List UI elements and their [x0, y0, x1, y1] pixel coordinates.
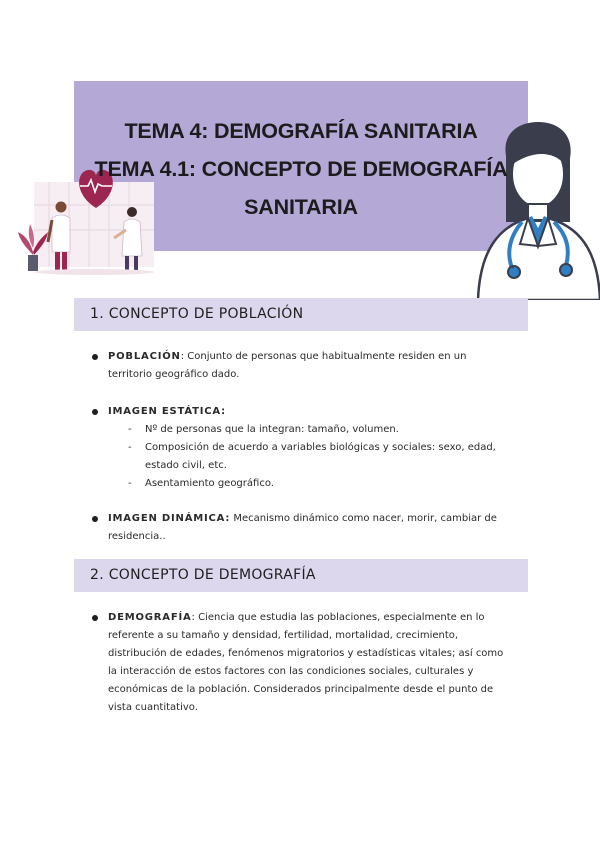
- bullet-dot: [92, 354, 98, 360]
- poblacion-term: POBLACIÓN: [108, 351, 181, 362]
- demografia-definition: [108, 609, 513, 717]
- demografia-term: DEMOGRAFÍA: [108, 612, 192, 623]
- imagen-dinamica-text: Mecanismo dinámico como nacer, morir, cambiar de residencia..: [108, 513, 497, 542]
- imagen-dinamica-term: IMAGEN DINÁMICA:: [108, 513, 231, 524]
- section-1-heading: 1. CONCEPTO DE POBLACIÓN: [90, 306, 304, 322]
- dash-marker: -: [128, 424, 132, 435]
- poblacion-definition: [108, 348, 513, 384]
- dash-marker: -: [128, 478, 132, 489]
- title-line-3: SANITARIA: [244, 195, 358, 219]
- title-line-2: TEMA 4.1: CONCEPTO DE DEMOGRAFÍA: [94, 157, 508, 181]
- dash-marker: -: [128, 442, 132, 453]
- title-line-1: TEMA 4: DEMOGRAFÍA SANITARIA: [124, 119, 478, 143]
- bullet-dot: [92, 516, 98, 522]
- demografia-text: : Ciencia que estudia las poblaciones, especialmente en lo referente a su tamaño y densidad, fertilidad, mortalidad, crecimiento, distribución de edades, fenómenos migratorios y estadísticas vitales; así como la interacción de estos factores con las condiciones sociales, culturales y económicas de la población. Considerados principalmente desde el punto de vista cuantitativo.: [108, 612, 504, 713]
- bullet-dot: [92, 615, 98, 621]
- estatica-item-1: Nº de personas que la integran: tamaño, volumen.: [145, 424, 399, 435]
- poblacion-text: : Conjunto de personas que habitualmente residen en un territorio geográfico dado.: [108, 351, 467, 380]
- imagen-estatica-term: IMAGEN ESTÁTICA:: [108, 406, 226, 417]
- document-title: [74, 112, 528, 226]
- estatica-item-2: Composición de acuerdo a variables biológicas y sociales: sexo, edad, estado civil, etc.: [145, 442, 496, 471]
- section-2-heading: 2. CONCEPTO DE DEMOGRAFÍA: [90, 567, 316, 583]
- imagen-dinamica-definition: [108, 510, 513, 546]
- estatica-item-3: Asentamiento geográfico.: [145, 478, 274, 489]
- imagen-estatica-heading: [108, 403, 513, 421]
- bullet-dot: [92, 409, 98, 415]
